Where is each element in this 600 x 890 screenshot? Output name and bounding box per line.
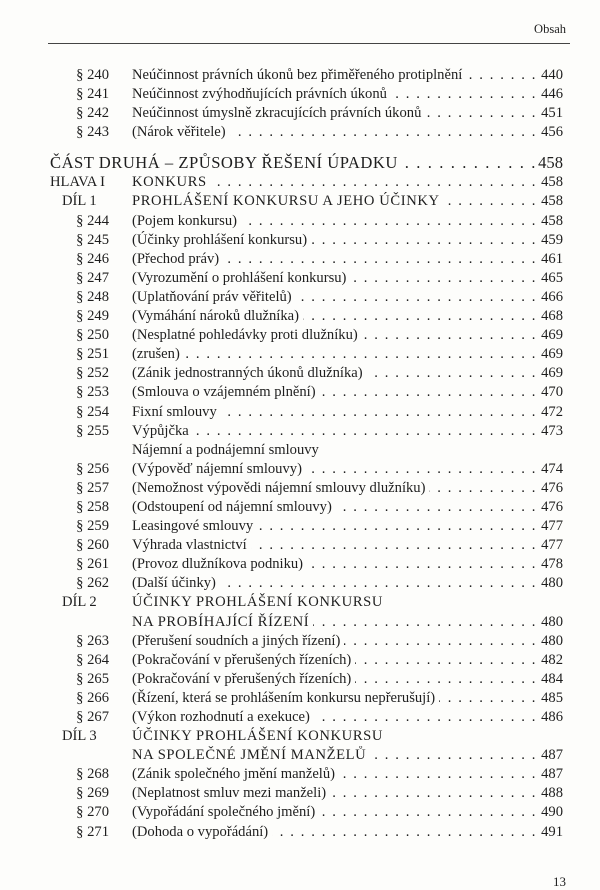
entry-number: § 269 xyxy=(76,785,109,802)
entry-page: 480 xyxy=(541,613,563,630)
entry-page: 469 xyxy=(541,346,563,363)
entry-title: Leasingové smlouvy xyxy=(132,518,254,535)
entry-number: § 265 xyxy=(76,670,109,687)
dot-leader xyxy=(330,784,537,803)
toc-entry xyxy=(0,574,600,593)
toc-entry xyxy=(0,632,600,651)
entry-page: 451 xyxy=(541,105,563,122)
entry-number: § 254 xyxy=(76,403,109,420)
dot-leader xyxy=(311,231,537,250)
entry-number: § 249 xyxy=(76,308,109,325)
toc-entry xyxy=(0,66,600,85)
entry-title: (Provoz dlužníkova podniku) xyxy=(132,556,304,573)
entry-title: Výpůjčka xyxy=(132,422,189,439)
entry-title: (Vyrozumění o prohlášení konkursu) xyxy=(132,269,347,286)
table-of-contents xyxy=(0,66,600,842)
dot-leader xyxy=(355,651,537,670)
entry-title: (Smlouva o vzájemném plnění) xyxy=(132,384,316,401)
entry-title: Neúčinnost právních úkonů bez přiměřeného protiplnění xyxy=(132,67,463,83)
toc-entry xyxy=(0,765,600,784)
dot-leader xyxy=(444,192,537,211)
entry-number: § 243 xyxy=(76,124,109,141)
dot-leader xyxy=(314,708,537,727)
toc-entry xyxy=(0,479,600,498)
entry-number: § 267 xyxy=(76,709,109,725)
entry-title: (Nárok věřitele) xyxy=(132,124,226,141)
dot-leader xyxy=(350,269,537,288)
entry-number: § 252 xyxy=(76,365,109,382)
entry-title: ČÁST DRUHÁ – ZPŮSOBY ŘEŠENÍ ÚPADKU xyxy=(50,153,398,173)
dot-leader xyxy=(251,536,537,555)
dot-leader xyxy=(223,250,537,269)
entry-title: (Neplatnost smluv mezi manželi) xyxy=(132,785,327,802)
entry-title: KONKURS xyxy=(132,174,207,191)
dot-leader xyxy=(402,152,537,173)
entry-page: 466 xyxy=(541,288,563,305)
entry-title: (Účinky prohlášení konkursu) xyxy=(132,231,308,248)
entry-number: § 256 xyxy=(76,460,109,477)
entry-title: (Vymáhání nároků dlužníka) xyxy=(132,308,299,325)
entry-title: (Zánik společného jmění manželů) xyxy=(132,766,336,783)
toc-entry xyxy=(0,85,600,104)
toc-entry xyxy=(0,364,600,383)
entry-page: 477 xyxy=(541,518,563,535)
entry-number: § 240 xyxy=(76,67,109,83)
entry-number: § 262 xyxy=(76,575,109,592)
toc-entry xyxy=(0,670,600,689)
entry-title: (Další účinky) xyxy=(132,575,216,592)
entry-page: 458 xyxy=(538,153,563,173)
dot-leader xyxy=(319,803,537,822)
toc-entry xyxy=(0,593,600,612)
entry-number: § 251 xyxy=(76,346,109,363)
toc-entry xyxy=(0,269,600,288)
entry-title: (Vypořádání společného jmění) xyxy=(132,804,316,821)
entry-number: § 268 xyxy=(76,766,109,783)
dot-leader xyxy=(306,460,537,479)
entry-page: 478 xyxy=(541,556,563,573)
toc-entry xyxy=(0,803,600,822)
toc-entry xyxy=(0,383,600,402)
entry-page: 477 xyxy=(541,537,563,554)
toc-entry xyxy=(0,403,600,422)
entry-page: 446 xyxy=(541,86,563,103)
entry-number: § 271 xyxy=(76,823,109,840)
entry-title: NA PROBÍHAJÍCÍ ŘÍZENÍ xyxy=(132,613,310,630)
entry-number: § 245 xyxy=(76,231,109,248)
entry-number: DÍL 2 xyxy=(62,594,97,611)
entry-page: 459 xyxy=(541,231,563,248)
entry-title: PROHLÁŠENÍ KONKURSU A JEHO ÚČINKY xyxy=(132,193,440,210)
dot-leader xyxy=(184,345,537,364)
dot-leader xyxy=(272,823,537,842)
dot-leader xyxy=(296,288,537,307)
entry-page: 465 xyxy=(541,269,563,286)
entry-page: 476 xyxy=(541,498,563,515)
entry-page: 480 xyxy=(541,575,563,592)
toc-entry xyxy=(0,307,600,326)
toc-entry xyxy=(0,192,600,211)
entry-title: (Uplatňování práv věřitelů) xyxy=(132,288,292,305)
entry-page: 487 xyxy=(541,766,563,783)
entry-number: § 260 xyxy=(76,537,109,554)
toc-entry xyxy=(0,123,600,142)
toc-entry xyxy=(0,345,600,364)
entry-number: § 246 xyxy=(76,250,109,267)
entry-number: § 258 xyxy=(76,498,109,515)
entry-page: 486 xyxy=(541,709,563,725)
entry-title: ÚČINKY PROHLÁŠENÍ KONKURSU xyxy=(132,728,384,745)
entry-number: § 253 xyxy=(76,384,109,401)
entry-number: § 255 xyxy=(76,422,109,439)
page-number: 13 xyxy=(553,874,566,889)
entry-number: § 242 xyxy=(76,105,109,122)
entry-title: (Pojem konkursu) xyxy=(132,212,237,229)
toc-entry xyxy=(0,746,600,765)
entry-number: § 257 xyxy=(76,479,109,496)
entry-page: 472 xyxy=(541,403,563,420)
entry-number: § 244 xyxy=(76,212,109,229)
entry-number: § 264 xyxy=(76,651,109,668)
entry-title: Neúčinnost zvýhodňujících právních úkonů xyxy=(132,86,387,103)
entry-page: 458 xyxy=(541,193,563,210)
entry-number: § 250 xyxy=(76,327,109,344)
toc-entry xyxy=(0,250,600,269)
entry-number: § 259 xyxy=(76,518,109,535)
dot-leader xyxy=(211,173,537,192)
entry-title: (Odstoupení od nájemní smlouvy) xyxy=(132,498,332,515)
entry-title: Výhrada vlastnictví xyxy=(132,537,247,554)
entry-page: 488 xyxy=(541,785,563,802)
dot-leader xyxy=(355,670,537,689)
dot-leader xyxy=(230,123,537,142)
entry-title: (Výpověď nájemní smlouvy) xyxy=(132,460,302,477)
toc-entry xyxy=(0,708,600,727)
entry-title: (Zánik jednostranných úkonů dlužníka) xyxy=(132,365,363,382)
entry-page: 470 xyxy=(541,384,563,401)
entry-title: (zrušen) xyxy=(132,346,180,363)
entry-title: (Pokračování v přerušených řízeních) xyxy=(132,651,352,668)
dot-leader xyxy=(220,574,537,593)
entry-page: 469 xyxy=(541,365,563,382)
entry-page: 476 xyxy=(541,479,563,496)
toc-entry xyxy=(0,651,600,670)
entry-number: HLAVA I xyxy=(50,174,106,191)
toc-entry xyxy=(0,823,600,842)
entry-page: 474 xyxy=(541,460,563,477)
toc-entry xyxy=(0,152,600,173)
entry-title: ÚČINKY PROHLÁŠENÍ KONKURSU xyxy=(132,594,384,611)
toc-entry xyxy=(0,555,600,574)
entry-number: § 248 xyxy=(76,288,109,305)
toc-entry xyxy=(0,689,600,708)
entry-page: 484 xyxy=(541,670,563,687)
toc-entry xyxy=(0,727,600,746)
entry-number: DÍL 1 xyxy=(62,193,97,210)
entry-number: § 270 xyxy=(76,804,109,821)
dot-leader xyxy=(320,383,537,402)
dot-leader xyxy=(257,517,537,536)
entry-page: 482 xyxy=(541,651,563,668)
entry-title: NA SPOLEČNÉ JMĚNÍ MANŽELŮ xyxy=(132,747,367,764)
entry-title: Nájemní a podnájemní smlouvy xyxy=(132,441,319,458)
entry-number: DÍL 3 xyxy=(62,728,97,745)
dot-leader xyxy=(367,364,537,383)
dot-leader xyxy=(336,498,537,517)
entry-page: 458 xyxy=(541,174,563,191)
entry-page: 487 xyxy=(541,747,563,764)
entry-page: 456 xyxy=(541,124,563,141)
entry-title: (Přechod práv) xyxy=(132,250,220,267)
dot-leader xyxy=(391,85,537,104)
entry-page: 440 xyxy=(541,67,563,83)
entry-title: (Přerušení soudních a jiných řízení) xyxy=(132,632,341,649)
entry-title: (Pokračování v přerušených řízeních) xyxy=(132,670,352,687)
dot-leader xyxy=(241,212,537,231)
dot-leader xyxy=(339,765,537,784)
toc-entry xyxy=(0,441,600,460)
entry-page: 461 xyxy=(541,250,563,267)
dot-leader xyxy=(344,632,537,651)
toc-entry xyxy=(0,422,600,441)
dot-leader xyxy=(221,403,537,422)
entry-page: 473 xyxy=(541,422,563,439)
toc-entry xyxy=(0,212,600,231)
entry-title: (Nesplatné pohledávky proti dlužníku) xyxy=(132,327,358,344)
toc-entry xyxy=(0,104,600,123)
entry-page: 468 xyxy=(541,308,563,325)
entry-title: (Výkon rozhodnutí a exekuce) xyxy=(132,709,310,725)
dot-leader xyxy=(303,307,537,326)
entry-page: 469 xyxy=(541,327,563,344)
entry-title: Neúčinnost úmyslně zkracujících právních úkonů xyxy=(132,105,422,122)
entry-page: 490 xyxy=(541,804,563,821)
dot-leader xyxy=(370,746,537,765)
entry-page: 480 xyxy=(541,632,563,649)
dot-leader xyxy=(193,422,537,441)
dot-leader xyxy=(439,689,537,708)
dot-leader xyxy=(429,479,537,498)
entry-number: § 263 xyxy=(76,632,109,649)
dot-leader xyxy=(425,104,537,123)
entry-title: (Dohoda o vypořádání) xyxy=(132,823,269,840)
entry-page: 458 xyxy=(541,212,563,229)
running-header: Obsah xyxy=(534,22,566,36)
entry-number: § 266 xyxy=(76,689,109,706)
toc-entry xyxy=(0,517,600,536)
entry-page: 491 xyxy=(541,823,563,840)
header-rule xyxy=(48,43,570,44)
toc-entry xyxy=(0,460,600,479)
toc-entry xyxy=(0,173,600,192)
entry-number: § 241 xyxy=(76,86,109,103)
toc-entry xyxy=(0,498,600,517)
dot-leader xyxy=(362,326,537,345)
dot-leader xyxy=(307,555,537,574)
entry-title: Fixní smlouvy xyxy=(132,403,217,420)
entry-number: § 247 xyxy=(76,269,109,286)
entry-number: § 261 xyxy=(76,556,109,573)
toc-entry xyxy=(0,784,600,803)
toc-entry xyxy=(0,536,600,555)
dot-leader xyxy=(466,66,537,85)
toc-entry xyxy=(0,613,600,632)
toc-entry xyxy=(0,231,600,250)
dot-leader xyxy=(313,613,537,632)
toc-entry xyxy=(0,288,600,307)
entry-title: (Řízení, která se prohlášením konkursu nepřerušují) xyxy=(132,689,436,706)
entry-title: (Nemožnost výpovědi nájemní smlouvy dlužníku) xyxy=(132,479,426,496)
toc-entry xyxy=(0,326,600,345)
entry-page: 485 xyxy=(541,689,563,706)
